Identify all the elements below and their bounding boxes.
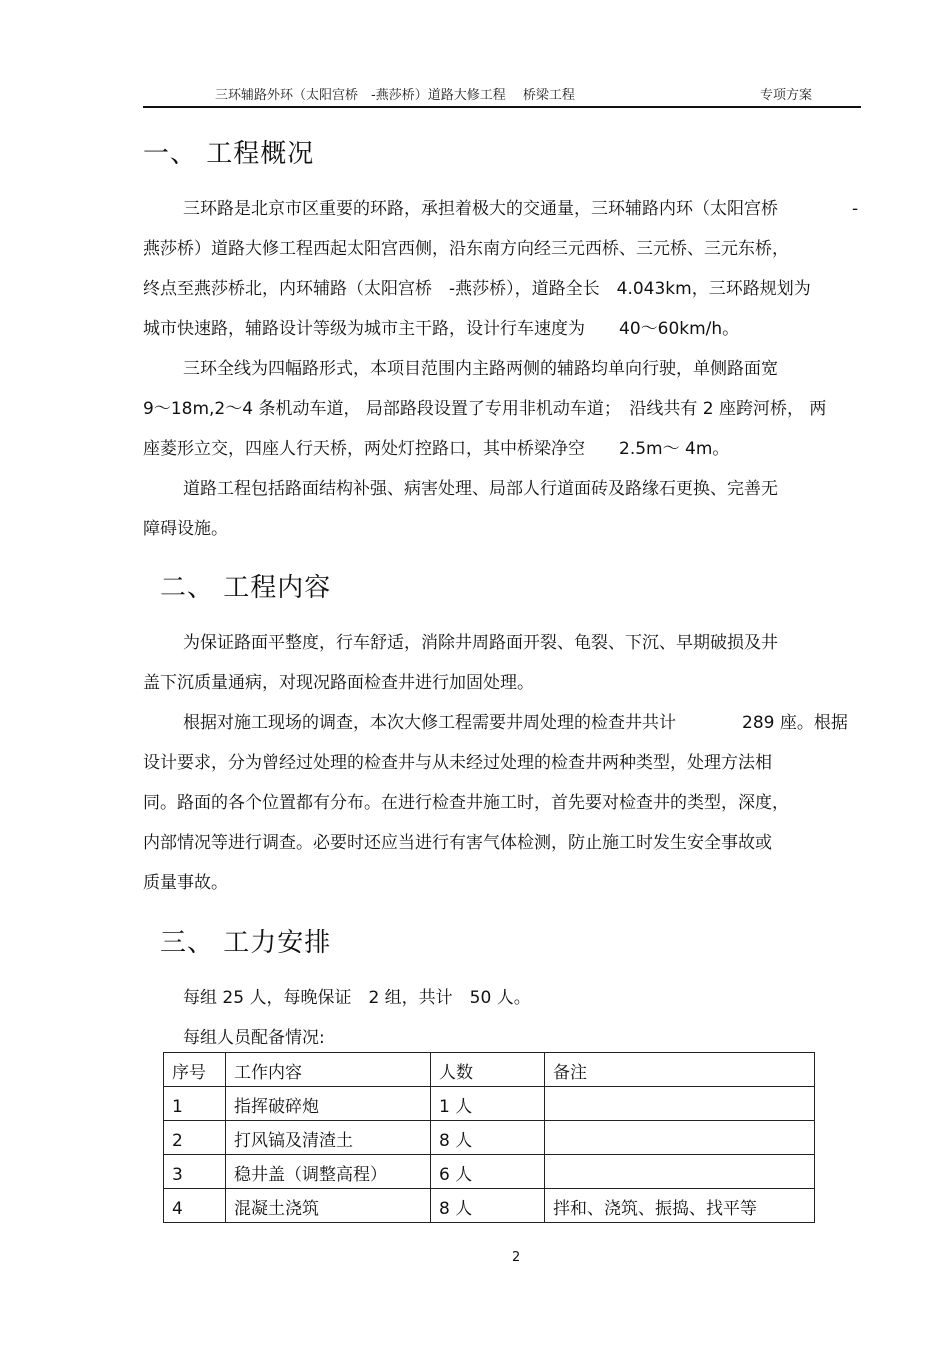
paragraph-line: 设计要求，分为曾经过处理的检查井与从未经过处理的检查井两种类型，处理方法相 — [143, 753, 772, 773]
table-cell: 6 人 — [431, 1155, 545, 1189]
header-doc-type: 专项方案 — [760, 88, 813, 103]
table-cell: 1 人 — [431, 1087, 545, 1121]
table-cell: 1 — [164, 1087, 226, 1121]
paragraph-line: 三环全线为四幅路形式，本项目范围内主路两侧的辅路均单向行驶，单侧路面宽 — [183, 359, 778, 379]
paragraph-line: 9～18m,2～4 条机动车道， 局部路段设置了专用非机动车道； 沿线共有 2 座跨河桥， 两 — [143, 399, 827, 419]
paragraph-line: 障碍设施。 — [143, 519, 228, 539]
header-divider — [143, 106, 861, 108]
table-header-cell: 备注 — [545, 1053, 815, 1087]
section-title-content: 二、 工程内容 — [160, 573, 332, 603]
table-cell: 3 — [164, 1155, 226, 1189]
paragraph-line: 盖下沉质量通病，对现况路面检查井进行加固处理。 — [143, 673, 534, 693]
paragraph-line: 质量事故。 — [143, 873, 228, 893]
paragraph-line: 同。路面的各个位置都有分布。在进行检查井施工时，首先要对检查井的类型，深度， — [143, 793, 789, 813]
paragraph-line: 终点至燕莎桥北，内环辅路（太阳宫桥 -燕莎桥），道路全长 4.043km，三环路规划为 — [143, 279, 811, 299]
paragraph-line: 座菱形立交，四座人行天桥，两处灯控路口，其中桥梁净空 2.5m～ 4m。 — [143, 439, 730, 459]
table-header-cell: 工作内容 — [226, 1053, 431, 1087]
table-cell — [545, 1155, 815, 1189]
table-header-cell: 人数 — [431, 1053, 545, 1087]
table-cell — [545, 1121, 815, 1155]
table-cell: 混凝土浇筑 — [226, 1189, 431, 1223]
table-row — [164, 1189, 815, 1223]
table-cell: 打风镐及清渣土 — [226, 1121, 431, 1155]
table-row — [164, 1155, 815, 1189]
paragraph-line: 三环路是北京市区重要的环路，承担着极大的交通量，三环辅路内环（太阳宫桥 — [183, 199, 778, 219]
paragraph-line: 为保证路面平整度，行车舒适，消除井周路面开裂、龟裂、下沉、早期破损及井 — [183, 633, 778, 653]
table-cell: 4 — [164, 1189, 226, 1223]
paragraph-line: - — [852, 199, 859, 219]
paragraph-line: 根据对施工现场的调查，本次大修工程需要井周处理的检查井共计 — [183, 713, 676, 733]
table-row — [164, 1087, 815, 1121]
table-cell: 稳井盖（调整高程） — [226, 1155, 431, 1189]
section-title-overview: 一、 工程概况 — [143, 139, 315, 169]
table-cell: 8 人 — [431, 1121, 545, 1155]
table-caption: 每组人员配备情况: — [183, 1028, 325, 1048]
section-title-labor: 三、 工力安排 — [160, 928, 332, 958]
paragraph-line: 内部情况等进行调查。必要时还应当进行有害气体检测，防止施工时发生安全事故或 — [143, 833, 772, 853]
table-row — [164, 1121, 815, 1155]
table-header-row — [164, 1053, 815, 1087]
table-cell: 拌和、浇筑、振捣、找平等 — [545, 1189, 815, 1223]
paragraph-line: 289 座。根据 — [742, 713, 848, 733]
staffing-table — [163, 1052, 815, 1223]
table-cell: 2 — [164, 1121, 226, 1155]
page-number: 2 — [512, 1250, 521, 1265]
header-title: 三环辅路外环（太阳宫桥 -燕莎桥）道路大修工程 桥梁工程 — [215, 88, 575, 103]
paragraph-line: 燕莎桥）道路大修工程西起太阳宫西侧，沿东南方向经三元西桥、三元桥、三元东桥， — [143, 239, 789, 259]
table-header-cell: 序号 — [164, 1053, 226, 1087]
paragraph-line: 城市快速路，辅路设计等级为城市主干路，设计行车速度为 40～60km/h。 — [143, 319, 740, 339]
table-cell — [545, 1087, 815, 1121]
paragraph-line: 道路工程包括路面结构补强、病害处理、局部人行道面砖及路缘石更换、完善无 — [183, 479, 778, 499]
table-cell: 8 人 — [431, 1189, 545, 1223]
paragraph-line: 每组 25 人，每晚保证 2 组，共计 50 人。 — [183, 988, 531, 1008]
table-cell: 指挥破碎炮 — [226, 1087, 431, 1121]
